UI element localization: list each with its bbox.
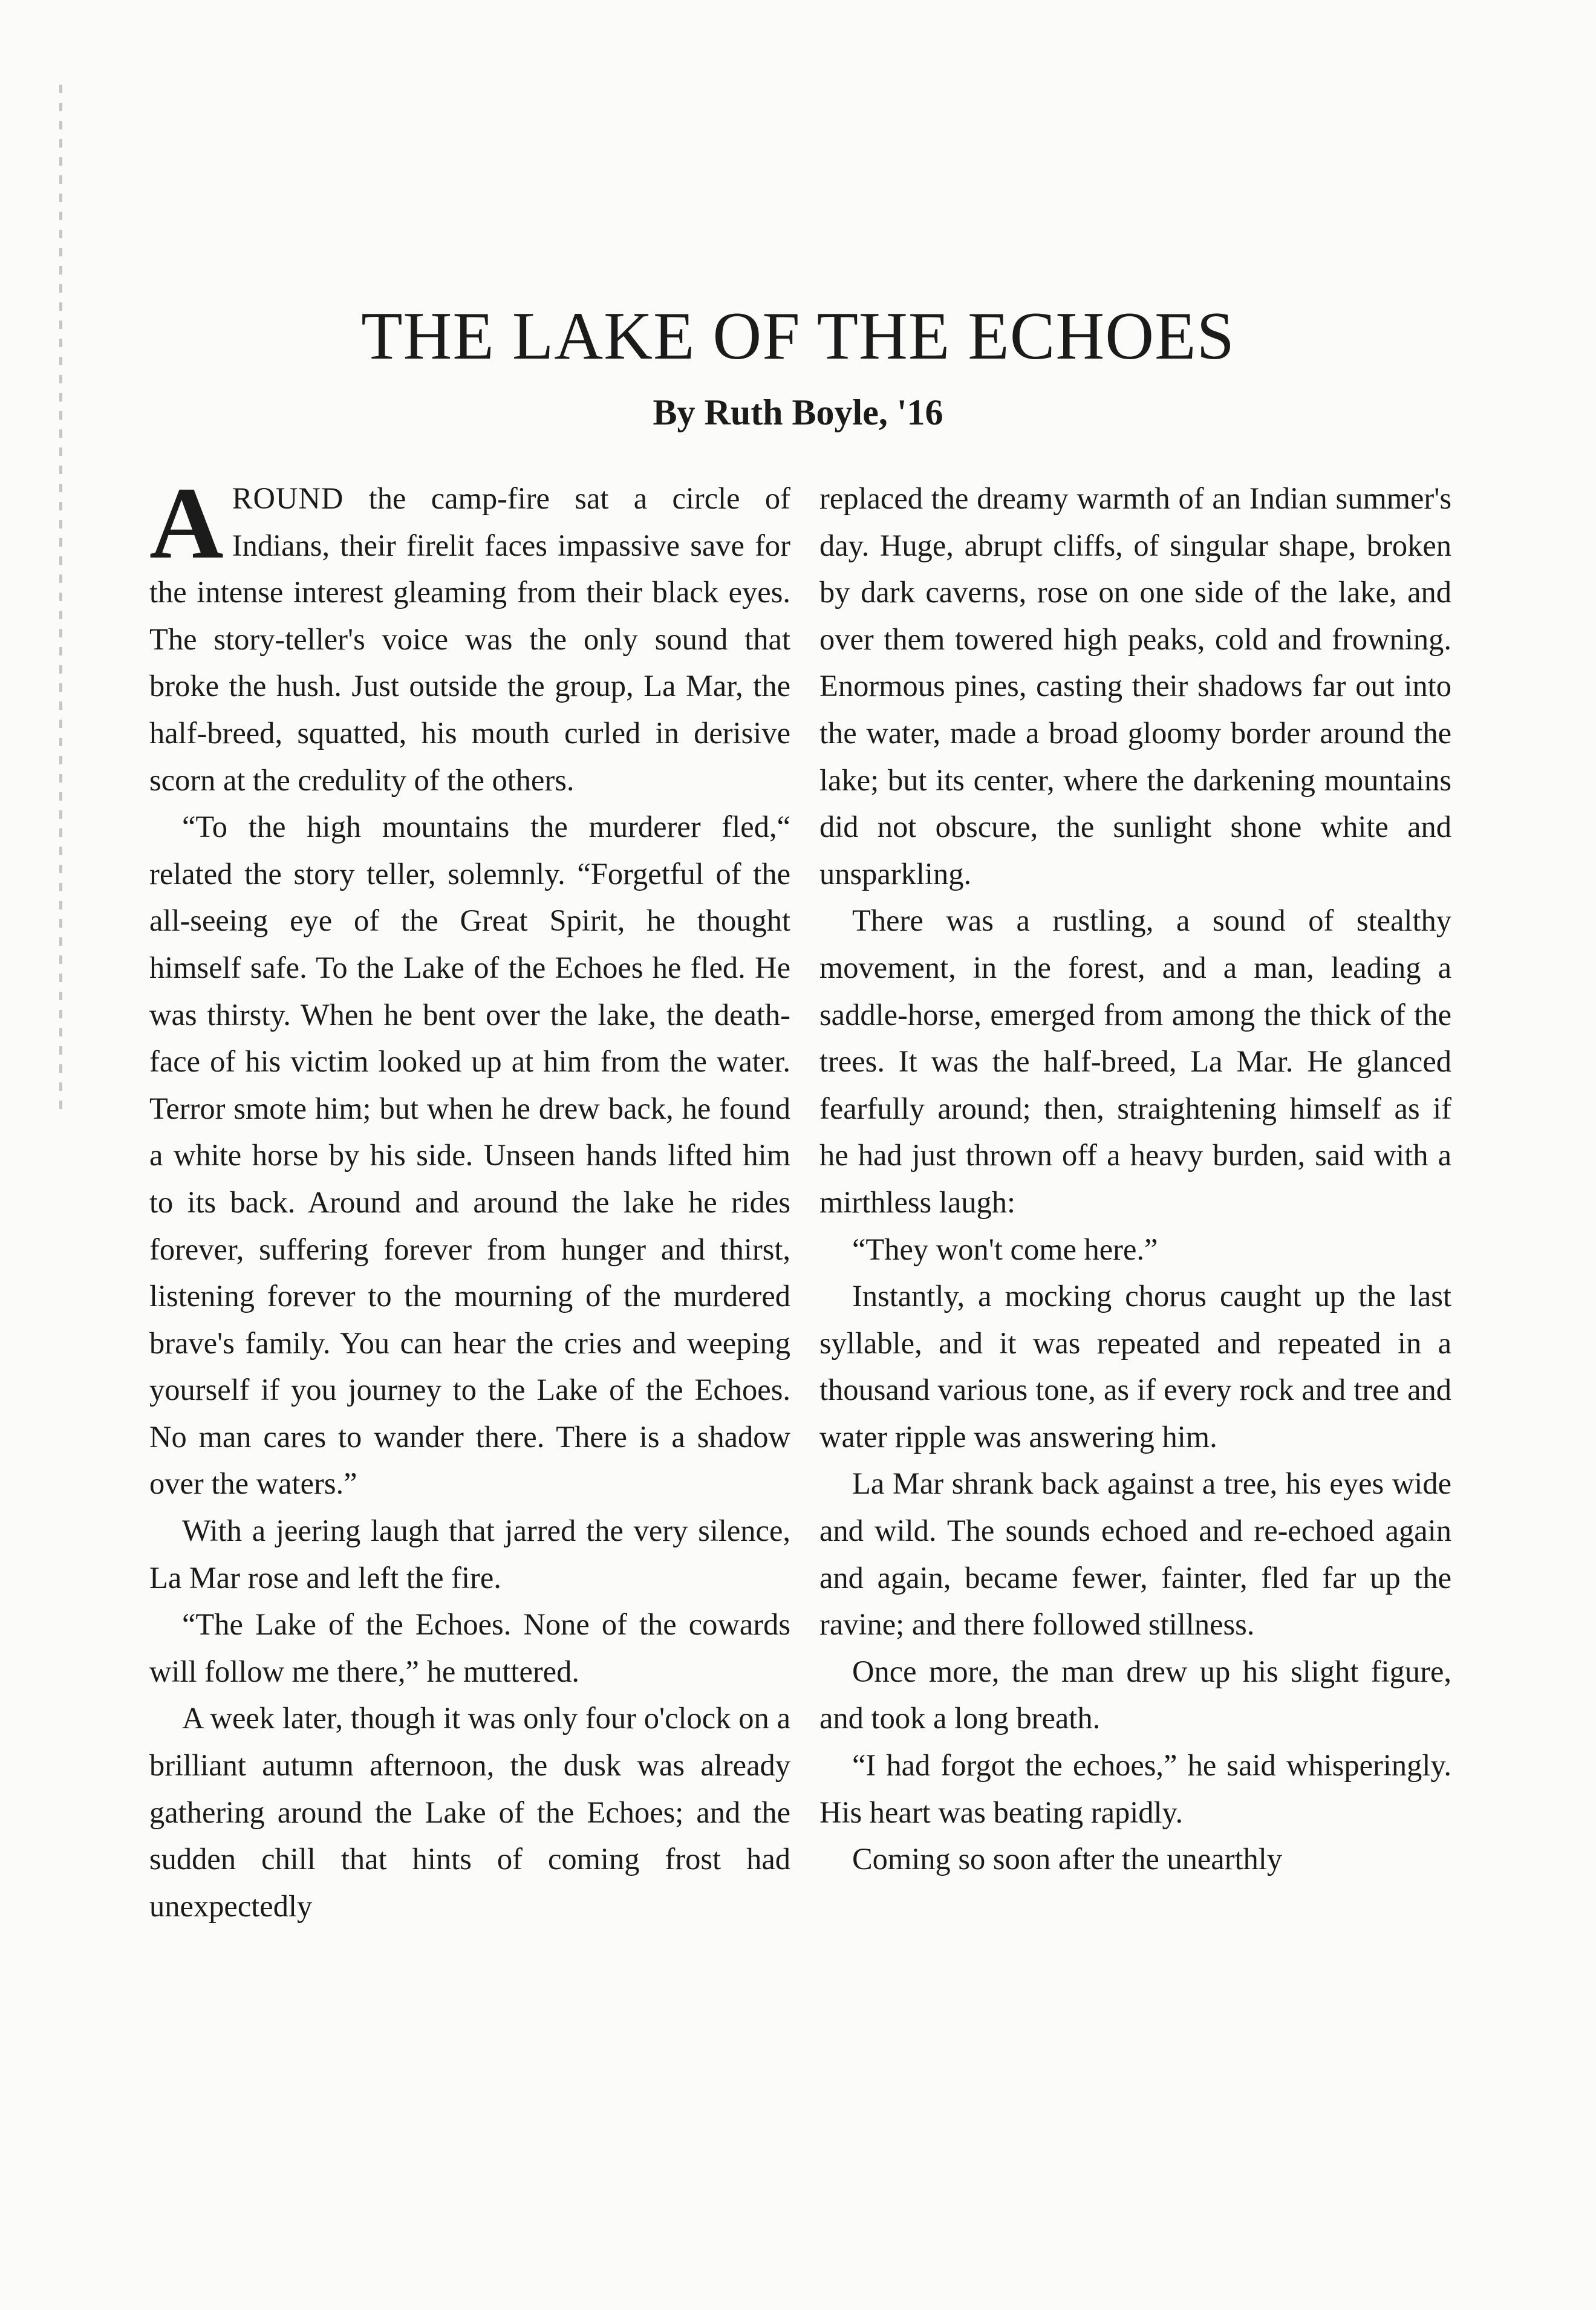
lead-word: ROUND	[232, 481, 344, 515]
paragraph-5: A week later, though it was only four o'clock on a brilliant autumn afternoon, the dusk was already gathering around the Lake of the Echoes; and the sudden chill that hints of coming frost had unexpectedly	[149, 1701, 790, 1923]
paragraph-1	[149, 466, 790, 804]
paragraph-8: “They won't come here.”	[852, 1232, 1158, 1266]
paragraph-13: Coming so soon after the unearthly	[852, 1842, 1283, 1876]
paragraph-7: There was a rustling, a sound of stealthy movement, in the forest, and a man, leading a saddle-horse, emerged from among the thick of the trees. It was the half-breed, La Mar. He glanced fearfully around; then, straightening himself as if he had just thrown off a heavy burden, said with a mirthless laugh:	[819, 903, 1451, 1219]
article-title: THE LAKE OF THE ECHOES	[361, 299, 1235, 374]
right-column	[819, 475, 1451, 1883]
paragraph-2: “To the high mountains the murderer fled,“ related the story teller, solemnly. “Forgetful of the all-seeing eye of the Great Spirit, he thought himself safe. To the Lake of the Echoes he fled. He was thirsty. When he bent over the lake, the death-face of his victim looked up at him from the water. Terror smote him; but when he drew back, he found a white horse by his side. Unseen hands lifted him to its back. Around and around the lake he rides forever, suffering forever from hunger and thirst, listening forever to the mourning of the murdered brave's family. You can hear the cries and weeping yourself if you journey to the Lake of the Echoes. No man cares to wander there. There is a shadow over the waters.”	[149, 810, 790, 1501]
left-column	[149, 466, 790, 1930]
binding-shadow	[59, 85, 62, 1113]
paragraph-4: “The Lake of the Echoes. None of the cowards will follow me there,” he muttered.	[149, 1607, 790, 1688]
drop-cap: A	[149, 466, 224, 580]
paragraph-6: replaced the dreamy warmth of an Indian summer's day. Huge, abrupt cliffs, of singular shape, broken by dark caverns, rose on one side of the lake, and over them towered high peaks, cold and frowning. Enormous pines, casting their shadows far out into the water, made a broad gloomy border around the lake; but its center, where the darkening mountains did not obscure, the sunlight shone white and unsparkling.	[819, 481, 1451, 891]
paragraph-10: La Mar shrank back against a tree, his eyes wide and wild. The sounds echoed and re-echoed again and again, became fewer, fainter, fled far up the ravine; and there followed stillness.	[819, 1466, 1451, 1642]
paragraph-11: Once more, the man drew up his slight figure, and took a long breath.	[819, 1654, 1451, 1736]
paragraph-9: Instantly, a mocking chorus caught up the last syllable, and it was repeated and repeated in a thousand various tone, as if every rock and tree and water ripple was answering him.	[819, 1279, 1451, 1454]
paragraph-1-text: the camp-fire sat a circle of Indians, their firelit faces impassive save for the intense interest gleaming from their black eyes. The story-teller's voice was the only sound that broke the hush. Just outside the group, La Mar, the half-breed, squatted, his mouth curled in derisive scorn at the credulity of the others.	[149, 481, 790, 797]
article-byline: By Ruth Boyle, '16	[653, 392, 943, 432]
paragraph-12: “I had forgot the echoes,” he said whisperingly. His heart was beating rapidly.	[819, 1748, 1451, 1829]
paragraph-3: With a jeering laugh that jarred the very silence, La Mar rose and left the fire.	[149, 1514, 790, 1595]
